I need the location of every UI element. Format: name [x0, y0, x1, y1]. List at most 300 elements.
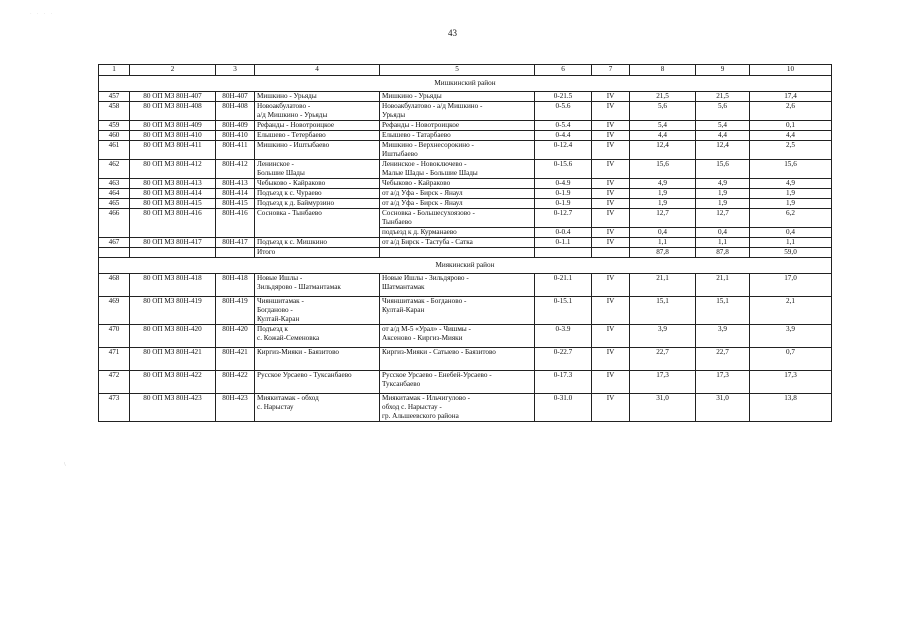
- value-c8: 21,5: [656, 92, 669, 100]
- cell-km: [535, 179, 592, 189]
- road-code: 80 ОП МЗ 80Н-413: [130, 179, 216, 189]
- table-row: [99, 209, 832, 238]
- cell-km: [535, 238, 592, 248]
- road-route-line: Новоакбулатово - а/д Мишкино -: [382, 102, 483, 110]
- road-code: 80 ОП МЗ 80Н-414: [130, 189, 216, 199]
- header-cell: 2: [130, 65, 216, 76]
- cell-c8: [630, 274, 696, 297]
- cell-km: [535, 102, 592, 121]
- road-route: [380, 141, 535, 160]
- value-cat: IV: [606, 160, 615, 168]
- table-row: [99, 348, 832, 371]
- cell-c10: [750, 297, 832, 325]
- road-route: [380, 238, 535, 248]
- sub-value-cat: IV: [592, 227, 629, 237]
- header-cell: 6: [535, 65, 592, 76]
- cell-cat: [592, 209, 630, 238]
- value-c9: 1,1: [718, 238, 727, 246]
- road-short-code: 80Н-411: [216, 141, 255, 160]
- cell-km: [535, 131, 592, 141]
- row-number: 470: [99, 325, 130, 348]
- road-short-code: 80Н-422: [216, 371, 255, 394]
- road-code: 80 ОП МЗ 80Н-415: [130, 199, 216, 209]
- road-route-line: Малые Шады - Большие Шады: [382, 169, 478, 177]
- empty-cell: [592, 248, 630, 258]
- road-route: [380, 297, 535, 325]
- road-route-line: Ленинское - Новоключево -: [382, 160, 467, 168]
- value-km: 0-5.6: [555, 102, 571, 110]
- road-route-line: Мишкино - Урьяды: [382, 92, 442, 100]
- road-name-line: Чебыково - Кайраково: [257, 179, 326, 187]
- value-c8: 17,3: [656, 371, 669, 379]
- value-c8: 12,4: [656, 141, 669, 149]
- cell-km: [535, 121, 592, 131]
- road-short-code: 80Н-419: [216, 297, 255, 325]
- cell-c8: [630, 394, 696, 422]
- header-cell: 9: [696, 65, 750, 76]
- cell-c10: [750, 209, 832, 238]
- value-c8: 1,9: [658, 199, 667, 207]
- cell-c10: [750, 371, 832, 394]
- value-c9: 4,4: [718, 131, 727, 139]
- row-number: 467: [99, 238, 130, 248]
- road-name: [255, 274, 380, 297]
- road-code: 80 ОП МЗ 80Н-421: [130, 348, 216, 371]
- cell-c10: [750, 348, 832, 371]
- row-number: 461: [99, 141, 130, 160]
- value-c8: 4,9: [658, 179, 667, 187]
- value-cat: IV: [606, 179, 615, 187]
- road-code: 80 ОП МЗ 80Н-420: [130, 325, 216, 348]
- cell-cat: [592, 92, 630, 102]
- value-c8: 5,6: [658, 102, 667, 110]
- road-name: [255, 238, 380, 248]
- value-cat: IV: [606, 141, 615, 149]
- cell-km: [535, 274, 592, 297]
- road-route-line: Русское Урсаево - Енебей-Урсаево -: [382, 371, 492, 379]
- road-short-code: 80Н-418: [216, 274, 255, 297]
- table-row: [99, 238, 832, 248]
- cell-c9: [696, 179, 750, 189]
- row-number: 460: [99, 131, 130, 141]
- value-c9: 1,9: [718, 199, 727, 207]
- cell-c10: [750, 131, 832, 141]
- row-number: 473: [99, 394, 130, 422]
- row-number: 469: [99, 297, 130, 325]
- cell-c8: [630, 121, 696, 131]
- road-route: [380, 209, 535, 238]
- cell-c10: [750, 199, 832, 209]
- value-c10: 6,2: [786, 209, 795, 217]
- value-c10: 17,3: [784, 371, 797, 379]
- cell-cat: [592, 371, 630, 394]
- value-c8: 21,1: [656, 274, 669, 282]
- value-cat: IV: [606, 394, 615, 402]
- road-route-line: обход с. Нарыстау -: [382, 403, 442, 411]
- road-route-line: Аксеново - Киргиз-Мияки: [382, 334, 463, 342]
- value-c8: 15,6: [656, 160, 669, 168]
- table-row: [99, 131, 832, 141]
- road-route-line: Сосновка - Большесухоязово -: [382, 209, 475, 217]
- value-km: 0-31.0: [553, 394, 573, 402]
- cell-km: [535, 297, 592, 325]
- value-km: 0-12.4: [553, 141, 573, 149]
- cell-c10: [750, 121, 832, 131]
- row-number: 463: [99, 179, 130, 189]
- table-row: [99, 325, 832, 348]
- row-number: 459: [99, 121, 130, 131]
- road-code: 80 ОП МЗ 80Н-410: [130, 131, 216, 141]
- roads-table: [98, 64, 832, 422]
- row-number: 465: [99, 199, 130, 209]
- road-route: [380, 394, 535, 422]
- road-code: 80 ОП МЗ 80Н-407: [130, 92, 216, 102]
- cell-cat: [592, 160, 630, 179]
- road-name-line: а/д Мишкино - Урьяды: [257, 111, 328, 119]
- value-c8: 4,4: [658, 131, 667, 139]
- header-cell: 4: [255, 65, 380, 76]
- empty-cell: [535, 248, 592, 258]
- value-cat: IV: [606, 274, 615, 282]
- road-route: [380, 131, 535, 141]
- value-c9: 12,4: [716, 141, 729, 149]
- value-c9: 22,7: [716, 348, 729, 356]
- cell-cat: [592, 394, 630, 422]
- road-route: [380, 371, 535, 394]
- road-route-line: Култай-Каран: [382, 306, 425, 314]
- road-name-line: Киргиз-Мияки - Баязитово: [257, 348, 340, 356]
- table-row: [99, 189, 832, 199]
- road-route: [380, 179, 535, 189]
- table-row: [99, 199, 832, 209]
- cell-c9: [696, 238, 750, 248]
- road-name-line: Елышево - Тетербаево: [257, 131, 326, 139]
- value-c10: 4,9: [786, 179, 795, 187]
- road-short-code: 80Н-417: [216, 238, 255, 248]
- cell-c10: [750, 325, 832, 348]
- road-name-line: Большие Шады: [257, 169, 305, 177]
- road-code: 80 ОП МЗ 80Н-417: [130, 238, 216, 248]
- road-name-line: Подъезд к: [257, 325, 288, 333]
- header-cell: 10: [750, 65, 832, 76]
- table-row: [99, 371, 832, 394]
- value-c10: 2,6: [786, 102, 795, 110]
- row-number: 468: [99, 274, 130, 297]
- table-row: [99, 121, 832, 131]
- cell-c10: [750, 179, 832, 189]
- sub-value-km: 0-0.4: [535, 227, 591, 237]
- value-km: 0-4.4: [555, 131, 571, 139]
- road-short-code: 80Н-413: [216, 179, 255, 189]
- spacer: [698, 218, 747, 227]
- road-name: [255, 348, 380, 371]
- road-code: 80 ОП МЗ 80Н-422: [130, 371, 216, 394]
- value-c10: 0,7: [786, 348, 795, 356]
- road-name: [255, 121, 380, 131]
- value-c10: 17,0: [784, 274, 797, 282]
- value-cat: IV: [606, 238, 615, 246]
- cell-cat: [592, 102, 630, 121]
- road-name: [255, 394, 380, 422]
- cell-km: [535, 371, 592, 394]
- cell-c9: [696, 348, 750, 371]
- road-short-code: 80Н-410: [216, 131, 255, 141]
- road-name: [255, 102, 380, 121]
- total-row: [99, 248, 832, 258]
- table-row: [99, 179, 832, 189]
- road-short-code: 80Н-407: [216, 92, 255, 102]
- row-number: 464: [99, 189, 130, 199]
- road-short-code: 80Н-423: [216, 394, 255, 422]
- cell-c8: [630, 348, 696, 371]
- district-title: Мишкинский район: [99, 76, 832, 92]
- sub-value-c10: 0,4: [750, 227, 831, 237]
- table-row: [99, 297, 832, 325]
- value-c10: 17,4: [784, 92, 797, 100]
- cell-c9: [696, 141, 750, 160]
- road-name-line: с. Нарыстау: [257, 403, 294, 411]
- cell-cat: [592, 348, 630, 371]
- cell-cat: [592, 274, 630, 297]
- road-short-code: 80Н-412: [216, 160, 255, 179]
- road-route-line: Чебыково - Кайраково: [382, 179, 451, 187]
- cell-c9: [696, 371, 750, 394]
- district-title: Миякинский район: [99, 258, 832, 274]
- value-c8: 15,1: [656, 297, 669, 305]
- road-name-line: Подъезд к д. Баймурзино: [257, 199, 335, 207]
- cell-c9: [696, 297, 750, 325]
- value-c9: 12,7: [716, 209, 729, 217]
- value-km: 0-1.9: [555, 199, 571, 207]
- road-name-line: Русское Урсаево - Туксанбаево: [257, 371, 352, 379]
- cell-c8: [630, 238, 696, 248]
- page-number: 43: [448, 28, 457, 38]
- value-c9: 31,0: [716, 394, 729, 402]
- table-row: [99, 92, 832, 102]
- value-c10: 13,8: [784, 394, 797, 402]
- cell-km: [535, 160, 592, 179]
- cell-km: [535, 141, 592, 160]
- value-km: 0-15.1: [553, 297, 573, 305]
- road-route: [380, 325, 535, 348]
- value-km: 0-3.9: [555, 325, 571, 333]
- value-c10: 4,4: [786, 131, 795, 139]
- table-row: [99, 102, 832, 121]
- value-km: 0-5.4: [555, 121, 571, 129]
- cell-c9: [696, 131, 750, 141]
- value-c8: 12,7: [656, 209, 669, 217]
- value-c10: 15,6: [784, 160, 797, 168]
- road-short-code: 80Н-409: [216, 121, 255, 131]
- table-row: [99, 394, 832, 422]
- cell-c8: [630, 141, 696, 160]
- value-c9: 4,9: [718, 179, 727, 187]
- road-name: [255, 189, 380, 199]
- road-route-line: Елышево - Татарбаево: [382, 131, 451, 139]
- value-km: 0-1.9: [555, 189, 571, 197]
- road-name: [255, 179, 380, 189]
- road-route-line: Тынбаево: [382, 218, 412, 226]
- road-name-line: Мишкино - Урьяды: [257, 92, 317, 100]
- road-name-line: Култай-Каран: [257, 315, 300, 323]
- road-name: [255, 141, 380, 160]
- sub-route: подъезд к д. Курманаево: [380, 227, 534, 237]
- empty-cell: [216, 248, 255, 258]
- cell-km: [535, 199, 592, 209]
- road-route-line: Рефанды - Новотроицкое: [382, 121, 460, 129]
- spacer: [594, 218, 627, 227]
- value-c8: 1,9: [658, 189, 667, 197]
- cell-c10: [750, 102, 832, 121]
- road-route: [380, 348, 535, 371]
- value-c10: 2,1: [786, 297, 795, 305]
- road-code: 80 ОП МЗ 80Н-409: [130, 121, 216, 131]
- cell-c8: [630, 199, 696, 209]
- road-name-line: Подъезд к с. Мишкино: [257, 238, 328, 246]
- road-code: 80 ОП МЗ 80Н-412: [130, 160, 216, 179]
- road-name-line: Рефанды - Новотроицкое: [257, 121, 335, 129]
- sub-value-c9: 0,4: [696, 227, 749, 237]
- cell-km: [535, 189, 592, 199]
- cell-km: [535, 394, 592, 422]
- value-c10: 1,1: [786, 238, 795, 246]
- district-row: [99, 258, 832, 274]
- road-route-line: от а/д Уфа - Бирск - Янаул: [382, 189, 463, 197]
- road-route-line: от а/д Бирск - Тастуба - Сатка: [382, 238, 473, 246]
- cell-km: [535, 92, 592, 102]
- road-name: [255, 131, 380, 141]
- cell-c8: [630, 189, 696, 199]
- road-route-line: Новые Ишлы - Зильдярово -: [382, 274, 469, 282]
- value-km: 0-1.1: [555, 238, 571, 246]
- value-c9: 1,9: [718, 189, 727, 197]
- road-route-line: от а/д Уфа - Бирск - Янаул: [382, 199, 463, 207]
- road-route: [380, 199, 535, 209]
- road-name-line: Богданово -: [257, 306, 293, 314]
- row-number: 472: [99, 371, 130, 394]
- cell-c9: [696, 160, 750, 179]
- district-row: [99, 76, 832, 92]
- road-route: [380, 274, 535, 297]
- road-name-line: Миякитамак - обход: [257, 394, 319, 402]
- road-route-line: Урьяды: [382, 111, 406, 119]
- value-c10: 1,9: [786, 189, 795, 197]
- road-code: 80 ОП МЗ 80Н-423: [130, 394, 216, 422]
- cell-c9: [696, 121, 750, 131]
- value-c9: 21,1: [716, 274, 729, 282]
- road-name: [255, 209, 380, 238]
- value-c10: 2,5: [786, 141, 795, 149]
- cell-cat: [592, 325, 630, 348]
- scan-smudge: · · · ·: [30, 12, 55, 17]
- header-cell: 1: [99, 65, 130, 76]
- road-short-code: 80Н-421: [216, 348, 255, 371]
- road-name-line: Сосновка - Тынбаево: [257, 209, 322, 217]
- row-number: 466: [99, 209, 130, 238]
- road-name-line: Мишкино - Иштыбаево: [257, 141, 330, 149]
- value-km: 0-17.3: [553, 371, 573, 379]
- road-route-line: Шатмантамак: [382, 283, 425, 291]
- road-name-line: Ленинское -: [257, 160, 294, 168]
- road-name: [255, 371, 380, 394]
- road-code: 80 ОП МЗ 80Н-416: [130, 209, 216, 238]
- road-route: [380, 102, 535, 121]
- cell-cat: [592, 131, 630, 141]
- road-name-line: Чияншитамак -: [257, 297, 304, 305]
- road-name: [255, 325, 380, 348]
- cell-c9: [696, 274, 750, 297]
- cell-c8: [630, 179, 696, 189]
- value-cat: IV: [606, 371, 615, 379]
- value-cat: IV: [606, 348, 615, 356]
- value-cat: IV: [606, 102, 615, 110]
- cell-c8: [630, 297, 696, 325]
- road-name-line: Новоакбулатово -: [257, 102, 311, 110]
- road-name: [255, 160, 380, 179]
- value-c9: 15,1: [716, 297, 729, 305]
- empty-cell: [130, 248, 216, 258]
- value-c9: 17,3: [716, 371, 729, 379]
- cell-km: [535, 348, 592, 371]
- value-c8: 1,1: [658, 238, 667, 246]
- value-km: 0-21.1: [553, 274, 573, 282]
- header-row: [99, 65, 832, 76]
- road-short-code: 80Н-414: [216, 189, 255, 199]
- road-route: [380, 189, 535, 199]
- cell-c10: [750, 274, 832, 297]
- header-cell: 8: [630, 65, 696, 76]
- road-route-line: Иштыбаево: [382, 150, 418, 158]
- road-name: [255, 199, 380, 209]
- road-name: [255, 297, 380, 325]
- road-route: [380, 92, 535, 102]
- total-c9: 87,8: [696, 248, 750, 258]
- value-c10: 3,9: [786, 325, 795, 333]
- cell-cat: [592, 179, 630, 189]
- value-km: 0-22.7: [553, 348, 573, 356]
- road-route-line: Туксанбаево: [382, 380, 421, 388]
- row-number: 471: [99, 348, 130, 371]
- value-c8: 31,0: [656, 394, 669, 402]
- cell-c8: [630, 160, 696, 179]
- cell-cat: [592, 141, 630, 160]
- cell-cat: [592, 199, 630, 209]
- road-name-line: Зильдярово - Шатмантамак: [257, 283, 341, 291]
- row-number: 458: [99, 102, 130, 121]
- road-route-line: Мишкино - Верхнесорокино -: [382, 141, 474, 149]
- value-c9: 3,9: [718, 325, 727, 333]
- cell-km: [535, 209, 592, 238]
- cell-c9: [696, 92, 750, 102]
- value-cat: IV: [606, 325, 615, 333]
- cell-c10: [750, 92, 832, 102]
- table-row: [99, 160, 832, 179]
- road-route-line: Киргиз-Мияки - Сатыево - Баязитово: [382, 348, 496, 356]
- cell-c8: [630, 131, 696, 141]
- row-number: 457: [99, 92, 130, 102]
- road-route-line: гр. Альшеевского района: [382, 412, 459, 420]
- row-number: 462: [99, 160, 130, 179]
- header-cell: 3: [216, 65, 255, 76]
- empty-cell: [380, 248, 535, 258]
- total-c10: 59,0: [750, 248, 832, 258]
- cell-c8: [630, 371, 696, 394]
- value-cat: IV: [606, 189, 615, 197]
- cell-c10: [750, 189, 832, 199]
- cell-c9: [696, 102, 750, 121]
- cell-c8: [630, 102, 696, 121]
- scan-mark: \: [64, 462, 66, 468]
